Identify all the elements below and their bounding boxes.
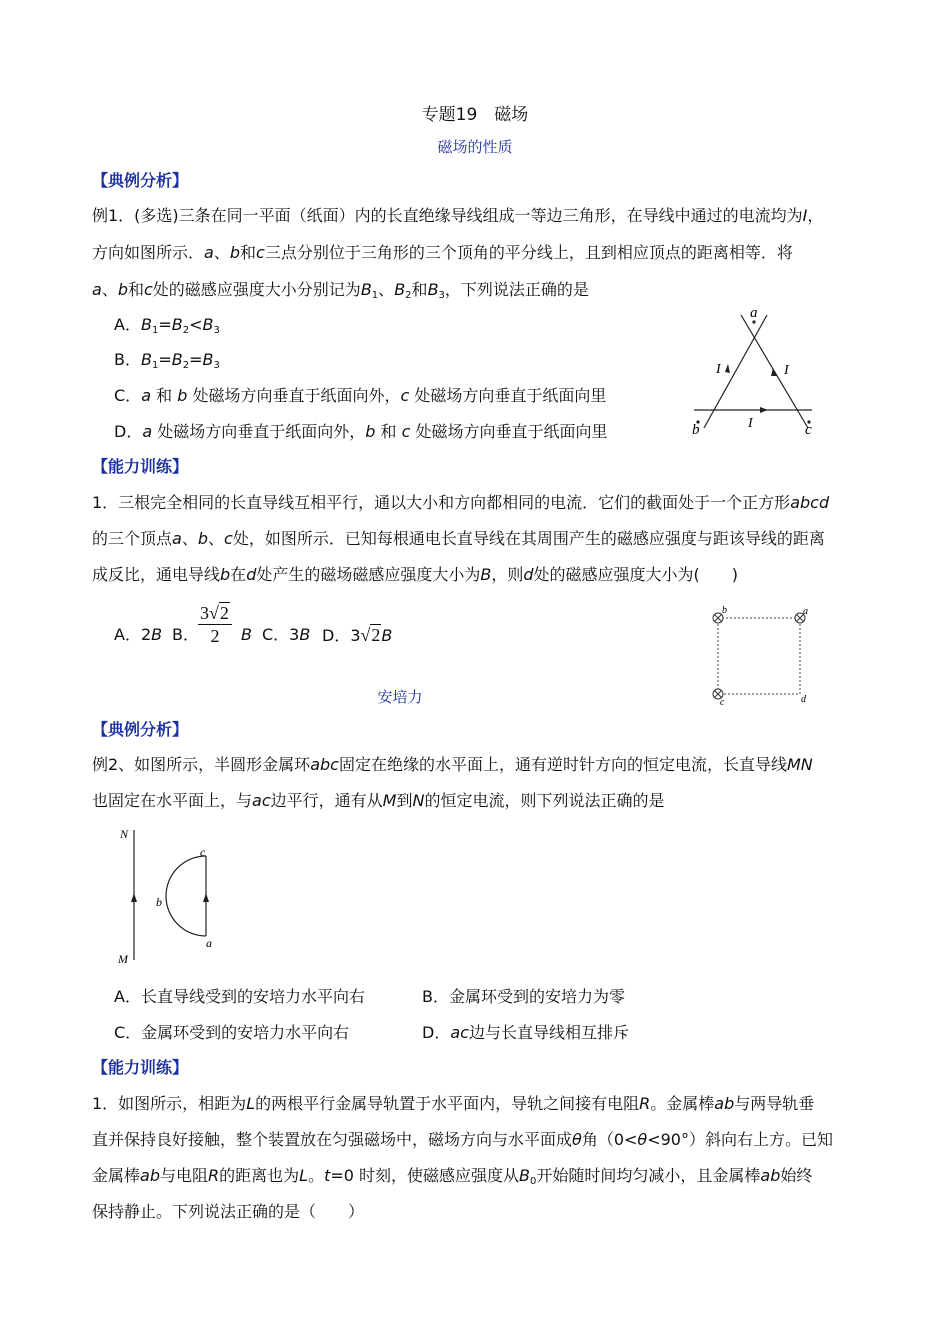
square-outline bbox=[718, 618, 800, 694]
q1-line3: 成反比，通电导线b在d处产生的磁场磁感应强度大小为B，则d处的磁感应强度大小为( ) bbox=[92, 565, 739, 584]
ex2-option-d[interactable]: D．ac边与长直导线相互排斥 bbox=[422, 1023, 629, 1042]
label-c: c bbox=[200, 845, 206, 859]
q2-line2: 直并保持良好接触，整个装置放在匀强磁场中，磁场方向与水平面成θ角（0<θ<90°）斜向右上方。已知 bbox=[92, 1130, 833, 1149]
q1-option-c[interactable]: C．3B bbox=[262, 625, 311, 644]
section-title-magnetic-properties: 磁场的性质 bbox=[437, 138, 513, 156]
ex2-option-b[interactable]: B．金属环受到的安培力为零 bbox=[422, 987, 625, 1006]
ex2-line2: 也固定在水平面上，与ac边平行，通有从M到N的恒定电流，则下列说法正确的是 bbox=[92, 791, 665, 810]
q2-line3: 金属棒ab与电阻R的距离也为L。t=0 时刻，使磁感应强度从$B_0$开始随时间均匀减小，且金属棒ab始终 bbox=[92, 1166, 813, 1187]
current-arrow-ac bbox=[203, 893, 209, 902]
label-b: b bbox=[692, 422, 700, 438]
q1-option-d[interactable]: D．3√2B bbox=[322, 625, 393, 645]
ex1-option-a[interactable]: A．$B_1=B_2<B_3$ bbox=[114, 315, 220, 336]
label-N: N bbox=[120, 827, 129, 841]
ex1-option-d[interactable]: D．a 处磁场方向垂直于纸面向外，b 和 c 处磁场方向垂直于纸面向里 bbox=[114, 422, 608, 441]
label-I-right: I bbox=[784, 363, 789, 378]
q1-option-b-label[interactable]: B． bbox=[172, 625, 199, 644]
label-d: d bbox=[801, 694, 806, 705]
label-a: a bbox=[803, 606, 808, 617]
semicircle-ring bbox=[166, 856, 206, 936]
wire-left bbox=[704, 315, 767, 428]
heading-training-1: 【能力训练】 bbox=[92, 457, 189, 476]
ex2-line1: 例2、如图所示，半圆形金属环abc固定在绝缘的水平面上，通有逆时针方向的恒定电流，长直导线MN bbox=[92, 755, 813, 774]
q1-line2: 的三个顶点a、b、c处，如图所示．已知每根通电长直导线在其周围产生的磁感应强度与距该导线的距离 bbox=[92, 529, 825, 548]
label-a: a bbox=[206, 936, 212, 950]
label-M: M bbox=[118, 952, 128, 966]
q1-option-a[interactable]: A．2B bbox=[114, 625, 163, 644]
label-b: b bbox=[156, 895, 162, 909]
q2-line4: 保持静止。下列说法正确的是（ ） bbox=[92, 1202, 365, 1221]
current-arrow-MN bbox=[131, 893, 137, 902]
q1-option-b-fraction: $\frac{3√2}{2}$ bbox=[198, 602, 232, 647]
ex2-option-a[interactable]: A．长直导线受到的安培力水平向右 bbox=[114, 987, 365, 1006]
label-c: c bbox=[805, 422, 812, 438]
label-c: c bbox=[720, 697, 725, 706]
label-a: a bbox=[750, 305, 758, 321]
label-I-left: I bbox=[716, 362, 721, 377]
current-arrow-right bbox=[771, 368, 777, 376]
q1-option-b-unit: B bbox=[241, 625, 252, 644]
ex1-option-c[interactable]: C．a 和 b 处磁场方向垂直于纸面向外，c 处磁场方向垂直于纸面向里 bbox=[114, 386, 607, 405]
label-I-bottom: I bbox=[748, 416, 753, 431]
heading-example-analysis: 【典例分析】 bbox=[92, 171, 189, 190]
heading-training-2: 【能力训练】 bbox=[92, 1058, 189, 1077]
ex1-line2: 方向如图所示．a、b和c三点分别位于三角形的三个顶角的平分线上，且到相应顶点的距离相等．将 bbox=[92, 243, 793, 262]
ex1-line3: a、b和c处的磁感应强度大小分别记为$B_1$、$B_2$和$B_3$，下列说法正确的是 bbox=[92, 280, 589, 301]
triangle-wires-figure bbox=[688, 300, 818, 440]
section-title-ampere-force: 安培力 bbox=[377, 688, 423, 706]
ex2-option-c[interactable]: C．金属环受到的安培力水平向右 bbox=[114, 1023, 350, 1042]
label-b: b bbox=[722, 605, 727, 616]
q2-line1: 1．如图所示，相距为L的两根平行金属导轨置于水平面内，导轨之间接有电阻R。金属棒ab与两导轨垂 bbox=[92, 1094, 815, 1113]
page-title: 专题19 磁场 bbox=[421, 105, 529, 125]
current-arrow-left bbox=[725, 364, 730, 373]
heading-example-analysis-2: 【典例分析】 bbox=[92, 720, 189, 739]
current-arrow-bottom bbox=[760, 407, 768, 413]
ex1-option-b[interactable]: B．$B_1=B_2=B_3$ bbox=[114, 350, 220, 371]
ex1-line1: 例1．(多选)三条在同一平面（纸面）内的长直绝缘导线组成一等边三角形，在导线中通过的电流均为I， bbox=[92, 206, 824, 225]
semicircle-wire-figure bbox=[112, 822, 222, 968]
q1-line1: 1．三根完全相同的长直导线互相平行，通以大小和方向都相同的电流．它们的截面处于一个正方形abcd bbox=[92, 493, 830, 512]
